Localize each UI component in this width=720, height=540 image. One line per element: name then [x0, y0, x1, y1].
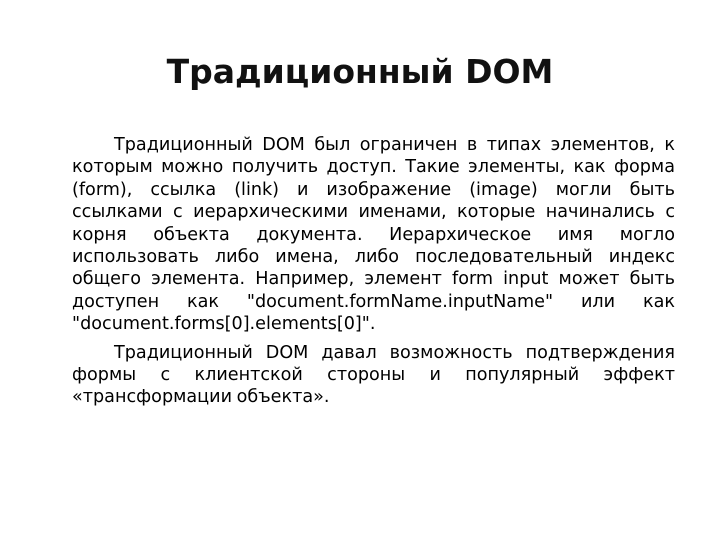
paragraph-1: Традиционный DOM был ограничен в типах элементов, к которым можно получить доступ. Такие элементы, как форма (form), ссылка (link) и изображение (image) могли быть ссылками с иерархическими именами, которые начинались с корня объекта документа. Иерархическое имя могло использовать либо имена, либо последовательный индекс общего элемента. Например, элемент form input может быть доступен как "document.formName.inputName" или как "document.forms[0].elements[0]".: [72, 135, 675, 335]
slide-body: [72, 134, 675, 415]
slide-title: Традиционный DOM: [166, 52, 554, 91]
paragraph-2: Традиционный DOM давал возможность подтверждения формы с клиентской стороны и популярный эффект «трансформации объекта».: [72, 342, 675, 408]
